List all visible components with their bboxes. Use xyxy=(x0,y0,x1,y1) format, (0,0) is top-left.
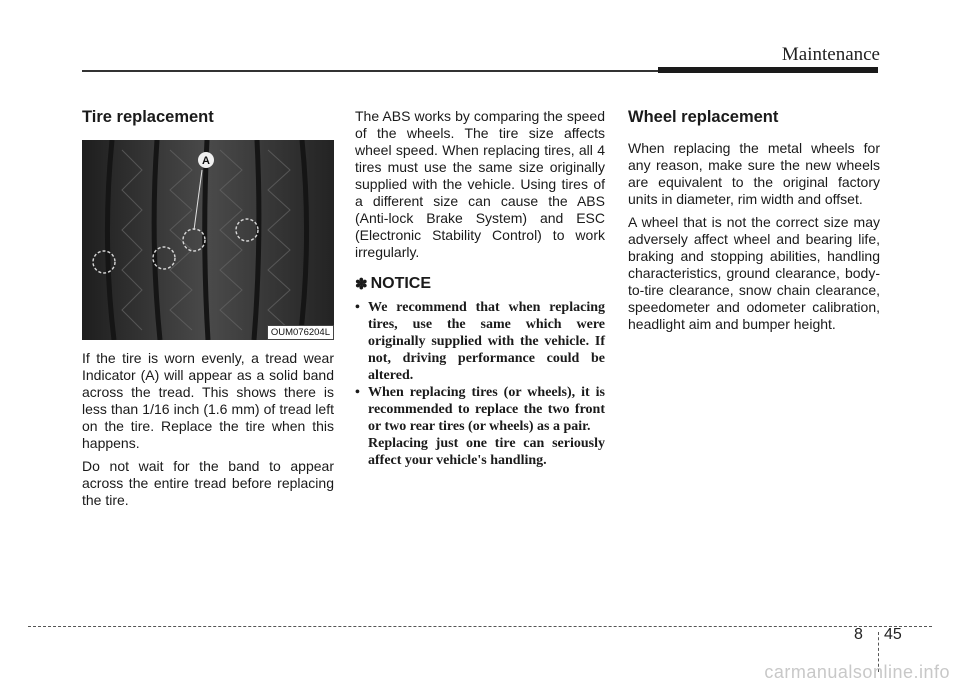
bullet-icon: • xyxy=(355,385,360,400)
notice-list xyxy=(355,299,605,469)
notice-item-text: When replacing tires (or wheels), it is recommended to replace the two front or two rear tires (or wheels) as a pair. xyxy=(368,385,605,434)
notice-item xyxy=(355,384,605,469)
notice-heading xyxy=(355,275,605,293)
notice-item-text: We recommend that when replacing tires, use the same which were originally supplied with the vehicle. If not, driving performance could be altered. xyxy=(368,300,605,383)
tire-replacement-heading: Tire replacement xyxy=(82,108,214,126)
image-code: OUM076204L xyxy=(267,325,334,340)
header-rule-accent xyxy=(658,67,878,73)
column-wheel-replacement xyxy=(628,108,880,339)
chapter-number: 8 xyxy=(854,626,863,643)
bullet-icon: • xyxy=(355,300,360,315)
tire-tread-photo xyxy=(82,140,334,340)
header-rule xyxy=(82,70,658,72)
notice-star-icon: ✽ xyxy=(355,276,368,293)
wheel-replacement-heading: Wheel replacement xyxy=(628,108,779,126)
tire-paragraph-2: Do not wait for the band to appear across the entire tread before replacing the tire. xyxy=(82,457,334,508)
column-tire-replacement xyxy=(82,108,334,515)
watermark-text: carmanualsonline.info xyxy=(764,662,950,682)
wheel-paragraph-2: A wheel that is not the correct size may adversely affect wheel and bearing life, braking and stopping abilities, handling characteristics, ground clearance, body-to-tire clearance, snow chain clearance, speedometer and odometer calibration, headlight aim and bumper height. xyxy=(628,213,880,332)
abs-paragraph: The ABS works by comparing the speed of the wheels. The tire size affects wheel speed. When replacing tires, all 4 tires must use the same size originally supplied with the vehicle. Using tires of a different size can cause the ABS (Anti-lock Brake System) and ESC (Electronic Stability Control) to work irregularly. xyxy=(355,108,605,260)
page-number: 45 xyxy=(884,626,902,643)
footer-rule xyxy=(28,626,932,627)
tire-tread-illustration xyxy=(82,140,334,340)
tire-paragraph-1: If the tire is worn evenly, a tread wear Indicator (A) will appear as a solid band across the tread. This shows there is less than 1/16 inch (1.6 mm) of tread left on the tire. Replace the tire when this happens. xyxy=(82,349,334,451)
callout-a-label: A xyxy=(202,154,210,167)
notice-title: NOTICE xyxy=(370,275,432,292)
notice-item xyxy=(355,299,605,384)
wheel-paragraph-1: When replacing the metal wheels for any reason, make sure the new wheels are equivalent to the original factory units in diameter, rim width and offset. xyxy=(628,139,880,207)
column-abs-notice xyxy=(355,108,605,469)
section-title: Maintenance xyxy=(781,44,880,65)
notice-item-subtext: Replacing just one tire can seriously affect your vehicle's handling. xyxy=(368,436,605,468)
